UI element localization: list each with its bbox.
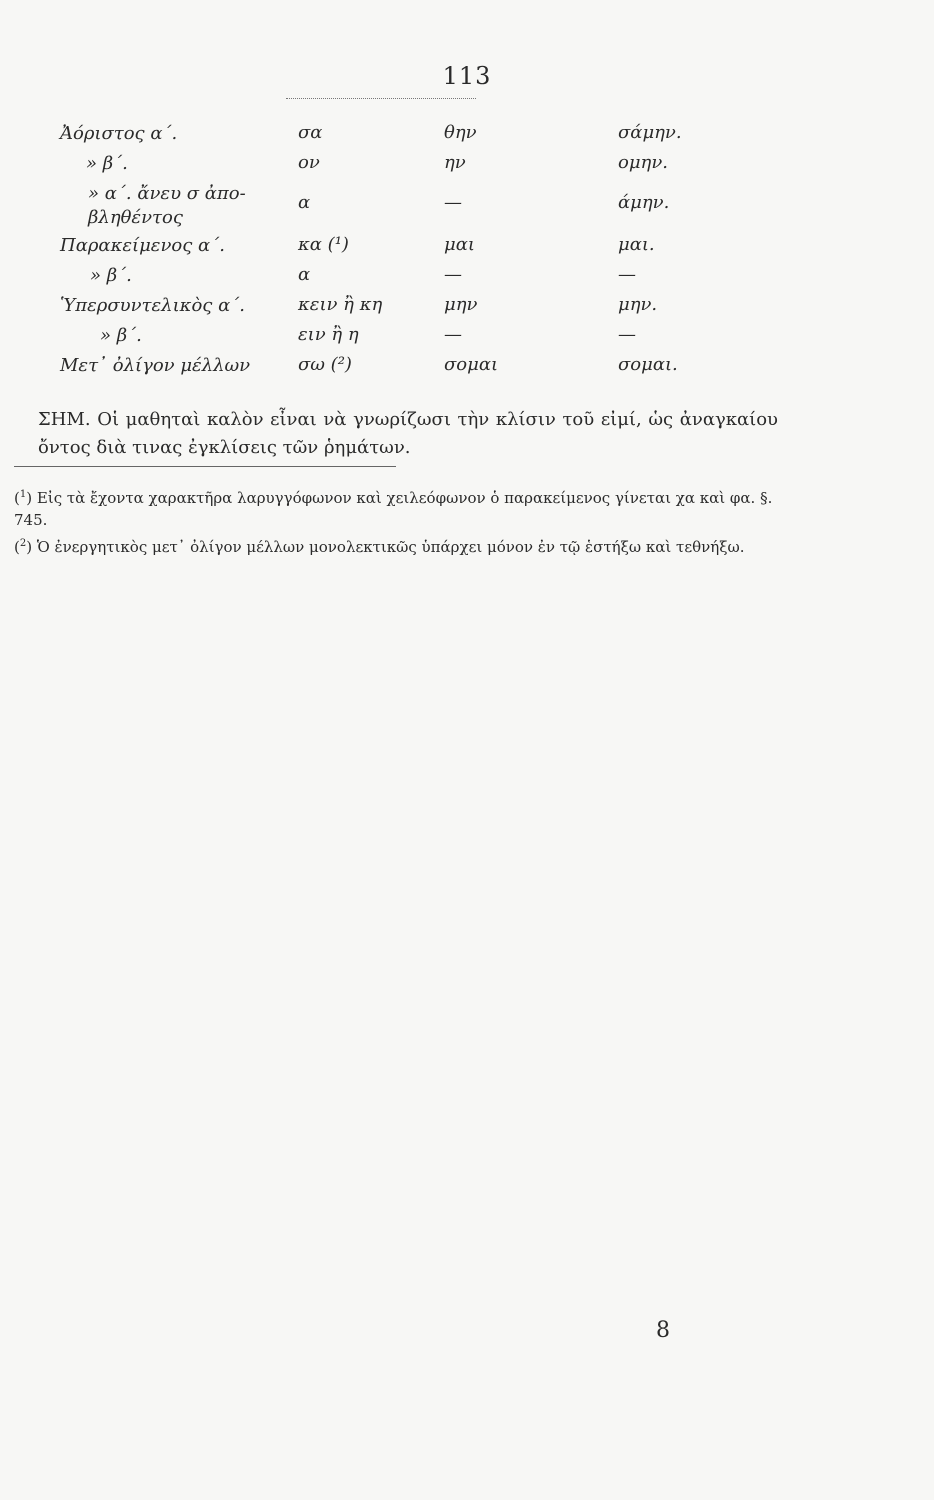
table-row [38, 178, 738, 230]
table-row [38, 260, 738, 290]
passive-ending: — [444, 264, 462, 285]
table-row [38, 290, 738, 320]
active-ending: α [298, 264, 311, 285]
tense-label: » β΄. [90, 265, 132, 286]
tense-label: Παρακείμενος α΄. [60, 235, 225, 256]
active-ending: κα (¹) [298, 234, 349, 255]
footnote: ($^1$) Εἰς τὰ ἔχοντα χαρακτῆρα λαρυγγόφωνον καὶ χειλεόφωνον ὁ παρακείμενος γίνεται χα καὶ φα. §. 745. [14, 489, 773, 529]
sheet-signature: 8 [656, 1318, 670, 1343]
tense-label: Μετ᾿ ὀλίγον μέλλων [60, 355, 251, 376]
passive-ending: ην [444, 152, 466, 173]
passive-ending: μαι [444, 234, 475, 255]
table-row [38, 148, 738, 178]
passive-ending: θην [444, 122, 477, 143]
middle-ending: μαι. [618, 234, 655, 255]
footnote-mark: 2 [19, 538, 27, 549]
tense-label: » β΄. [86, 153, 128, 174]
tense-label: » β΄. [100, 325, 142, 346]
table-row [38, 118, 738, 148]
middle-ending: σομαι. [618, 354, 678, 375]
tense-label: Ἀόριστος α΄. [60, 123, 178, 144]
table-row [38, 320, 738, 350]
passive-ending: — [444, 324, 462, 345]
middle-ending: άμην. [618, 192, 670, 213]
tense-label: » α΄. ἄνευ σ ἀπο- βληθέντος [88, 183, 246, 228]
middle-ending: μην. [618, 294, 658, 315]
footnote-rule [14, 466, 396, 467]
ending-table [38, 118, 738, 380]
footnote-text: Εἰς τὰ ἔχοντα χαρακτῆρα λαρυγγόφωνον καὶ χειλεόφωνον ὁ παρακείμενος γίνεται χα καὶ φα. §. 745. [14, 489, 773, 529]
table-row [38, 230, 738, 260]
passive-ending: σομαι [444, 354, 499, 375]
footnote: ($^2$) Ὁ ἐνεργητικὸς μετ᾿ ὀλίγον μέλλων μονολεκτικῶς ὑπάρχει μόνον ἐν τῷ ἑστήξω καὶ τεθνήξω. [14, 538, 745, 556]
middle-ending: — [618, 264, 636, 285]
note-paragraph: ΣΗΜ. Οἱ μαθηταὶ καλὸν εἶναι νὰ γνωρίζωσι τὴν κλίσιν τοῦ εἰμί, ὡς ἀναγκαίου ὄντος διὰ τινας ἐγκλίσεις τῶν ῥημάτων. [38, 409, 778, 458]
active-ending: σω (²) [298, 354, 352, 375]
table-row [38, 350, 738, 380]
tense-label: Ὑπερσυντελικὸς α΄. [60, 295, 245, 316]
active-ending: κειν ἢ κη [298, 294, 383, 315]
active-ending: ειν ἢ η [298, 324, 359, 345]
active-ending: ον [298, 152, 320, 173]
middle-ending: ομην. [618, 152, 668, 173]
passive-ending: μην [444, 294, 478, 315]
footnotes [14, 484, 774, 560]
footnote-mark: 1 [19, 489, 27, 500]
middle-ending: σάμην. [618, 122, 682, 143]
passive-ending: — [444, 192, 462, 213]
active-ending: σα [298, 122, 323, 143]
header-ornament [286, 98, 476, 105]
active-ending: α [298, 192, 311, 213]
middle-ending: — [618, 324, 636, 345]
footnote-text: Ὁ ἐνεργητικὸς μετ᾿ ὀλίγον μέλλων μονολεκτικῶς ὑπάρχει μόνον ἐν τῷ ἑστήξω καὶ τεθνήξω. [36, 538, 745, 556]
page-number: 113 [442, 62, 492, 90]
